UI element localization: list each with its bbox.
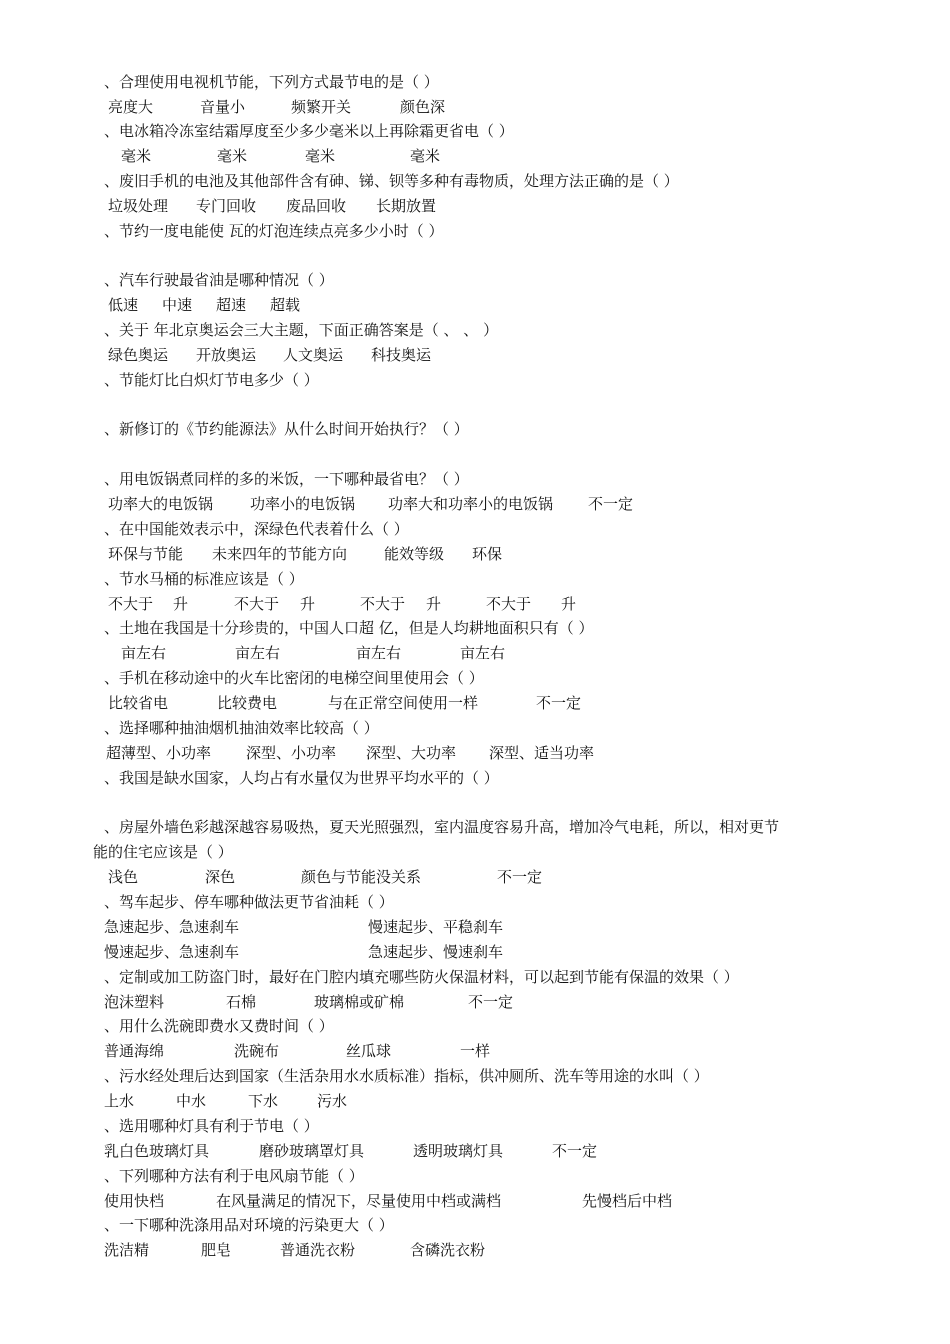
option-b: 中水: [176, 1092, 207, 1110]
options-6: [0, 343, 950, 367]
options-13: [0, 691, 950, 715]
options-18: [0, 990, 950, 1014]
option-c: 废品回收: [286, 197, 347, 215]
option-a: 乳白色玻璃灯具: [104, 1142, 210, 1160]
option-d-unit: 升: [561, 595, 577, 613]
question-22: 、下列哪种方法有利于电风扇节能（ ）: [104, 1167, 364, 1185]
options-16: [0, 865, 950, 889]
option-a: 环保与节能: [108, 545, 184, 563]
options-19: [0, 1039, 950, 1063]
option-b: 肥皂: [201, 1241, 232, 1259]
question-6: 、关于 年北京奥运会三大主题，下面正确答案是（ 、 、 ）: [104, 321, 499, 339]
option-d: 不一定: [588, 495, 634, 513]
option-c: 超速: [216, 296, 247, 314]
option-d: 亩左右: [460, 644, 506, 662]
options-12: [0, 641, 950, 665]
options-23: [0, 1238, 950, 1262]
option-d: 急速起步、慢速刹车: [368, 943, 504, 961]
option-b: 在风量满足的情况下，尽量使用中档或满档: [216, 1192, 502, 1210]
option-b: 未来四年的节能方向: [212, 545, 348, 563]
option-b: 音量小: [200, 98, 246, 116]
option-d: 含磷洗衣粉: [410, 1241, 486, 1259]
option-d: 不一定: [497, 868, 543, 886]
option-c: 慢速起步、急速刹车: [104, 943, 240, 961]
option-b: 中速: [162, 296, 193, 314]
options-21: [0, 1139, 950, 1163]
option-c: 丝瓜球: [346, 1042, 392, 1060]
options-20: [0, 1089, 950, 1113]
option-d: 科技奥运: [371, 346, 432, 364]
option-c: 功率大和功率小的电饭锅: [388, 495, 554, 513]
option-d: 污水: [317, 1092, 348, 1110]
options-14: [0, 741, 950, 765]
options-2: [0, 144, 950, 168]
option-c: 玻璃棉或矿棉: [314, 993, 405, 1011]
option-d: 不一定: [468, 993, 514, 1011]
question-5: 、汽车行驶最省油是哪种情况（ ）: [104, 271, 334, 289]
option-d: 环保: [472, 545, 503, 563]
question-10: 、在中国能效表示中，深绿色代表着什么（ ）: [104, 520, 409, 538]
option-a: 上水: [104, 1092, 135, 1110]
option-a: 毫米: [121, 147, 152, 165]
option-c: 与在正常空间使用一样: [328, 694, 479, 712]
question-12: 、土地在我国是十分珍贵的，中国人口超 亿，但是人均耕地面积只有（ ）: [104, 619, 594, 637]
option-c-unit: 升: [426, 595, 442, 613]
option-a: 使用快档: [104, 1192, 165, 1210]
option-b: 深型、小功率: [246, 744, 337, 762]
option-a: 比较省电: [108, 694, 169, 712]
option-a: 浅色: [108, 868, 139, 886]
option-d: 毫米: [410, 147, 441, 165]
question-16-continued: 能的住宅应该是（ ）: [93, 843, 233, 861]
question-9: 、用电饭锅煮同样的多的米饭，一下哪种最省电？（ ）: [104, 470, 469, 488]
option-d: 颜色深: [400, 98, 446, 116]
option-d: 长期放置: [376, 197, 437, 215]
question-21: 、选用哪种灯具有利于节电（ ）: [104, 1117, 319, 1135]
option-c: 频繁开关: [291, 98, 352, 116]
option-c: 下水: [248, 1092, 279, 1110]
option-a: 泡沫塑料: [104, 993, 165, 1011]
options-5: [0, 293, 950, 317]
option-b: 专门回收: [196, 197, 257, 215]
option-b: 开放奥运: [196, 346, 257, 364]
options-22: [0, 1189, 950, 1213]
option-d: 不一定: [536, 694, 582, 712]
option-a: 洗洁精: [104, 1241, 150, 1259]
option-d: 超载: [270, 296, 301, 314]
option-b-unit: 升: [300, 595, 316, 613]
option-c: 毫米: [305, 147, 336, 165]
option-d: 不一定: [552, 1142, 598, 1160]
question-18: 、定制或加工防盗门时，最好在门腔内填充哪些防火保温材料，可以起到节能有保温的效果（ ）: [104, 968, 739, 986]
option-a: 绿色奥运: [108, 346, 169, 364]
question-4: 、节约一度电能使 瓦的灯泡连续点亮多少小时（ ）: [104, 222, 444, 240]
question-2: 、电冰箱冷冻室结霜厚度至少多少毫米以上再除霜更省电（ ）: [104, 122, 514, 140]
option-d: 深型、适当功率: [489, 744, 595, 762]
option-a: 功率大的电饭锅: [108, 495, 214, 513]
options-3: [0, 194, 950, 218]
question-1: 、合理使用电视机节能，下列方式最节电的是（ ）: [104, 73, 439, 91]
options-11: [0, 592, 950, 616]
option-b: 亩左右: [235, 644, 281, 662]
options-17a: [0, 915, 950, 939]
question-23: 、一下哪种洗涤用品对环境的污染更大（ ）: [104, 1216, 394, 1234]
option-b: 比较费电: [217, 694, 278, 712]
option-a: 低速: [108, 296, 139, 314]
option-a: 亩左右: [121, 644, 167, 662]
question-17: 、驾车起步、停车哪种做法更节省油耗（ ）: [104, 893, 394, 911]
option-a: 急速起步、急速刹车: [104, 918, 240, 936]
options-10: [0, 542, 950, 566]
options-17b: [0, 940, 950, 964]
option-a: 普通海绵: [104, 1042, 165, 1060]
option-b: 毫米: [217, 147, 248, 165]
option-b: 慢速起步、平稳刹车: [368, 918, 504, 936]
option-c: 先慢档后中档: [582, 1192, 673, 1210]
option-c: 颜色与节能没关系: [301, 868, 422, 886]
question-8: 、新修订的《节约能源法》从什么时间开始执行？（ ）: [104, 420, 469, 438]
options-9: [0, 492, 950, 516]
option-c: 能效等级: [384, 545, 445, 563]
options-1: [0, 95, 950, 119]
option-d-text: 不大于: [486, 595, 532, 613]
question-11: 、节水马桶的标准应该是（ ）: [104, 570, 304, 588]
option-c: 普通洗衣粉: [280, 1241, 356, 1259]
option-c: 亩左右: [356, 644, 402, 662]
option-b: 深色: [205, 868, 236, 886]
option-a: 亮度大: [108, 98, 154, 116]
option-b-text: 不大于: [234, 595, 280, 613]
question-16: 、房屋外墙色彩越深越容易吸热，夏天光照强烈，室内温度容易升高，增加冷气电耗，所以，相对更节: [104, 818, 780, 836]
question-20: 、污水经处理后达到国家（生活杂用水水质标准）指标，供冲厕所、洗车等用途的水叫（ ）: [104, 1067, 709, 1085]
option-c: 深型、大功率: [366, 744, 457, 762]
option-a-unit: 升: [173, 595, 189, 613]
option-c: 人文奥运: [283, 346, 344, 364]
option-d: 一样: [460, 1042, 491, 1060]
option-c: 透明玻璃灯具: [413, 1142, 504, 1160]
option-a: 垃圾处理: [108, 197, 169, 215]
question-14: 、选择哪种抽油烟机抽油效率比较高（ ）: [104, 719, 379, 737]
question-15: 、我国是缺水国家，人均占有水量仅为世界平均水平的（ ）: [104, 769, 499, 787]
option-b: 功率小的电饭锅: [250, 495, 356, 513]
question-13: 、手机在移动途中的火车比密闭的电梯空间里使用会（ ）: [104, 669, 484, 687]
option-c-text: 不大于: [360, 595, 406, 613]
question-7: 、节能灯比白炽灯节电多少（ ）: [104, 371, 319, 389]
question-19: 、用什么洗碗即费水又费时间（ ）: [104, 1017, 334, 1035]
option-b: 石棉: [226, 993, 257, 1011]
option-a-text: 不大于: [108, 595, 154, 613]
option-b: 磨砂玻璃罩灯具: [259, 1142, 365, 1160]
option-b: 洗碗布: [234, 1042, 280, 1060]
option-a: 超薄型、小功率: [106, 744, 212, 762]
question-3: 、废旧手机的电池及其他部件含有砷、锑、钡等多种有毒物质，处理方法正确的是（ ）: [104, 172, 679, 190]
